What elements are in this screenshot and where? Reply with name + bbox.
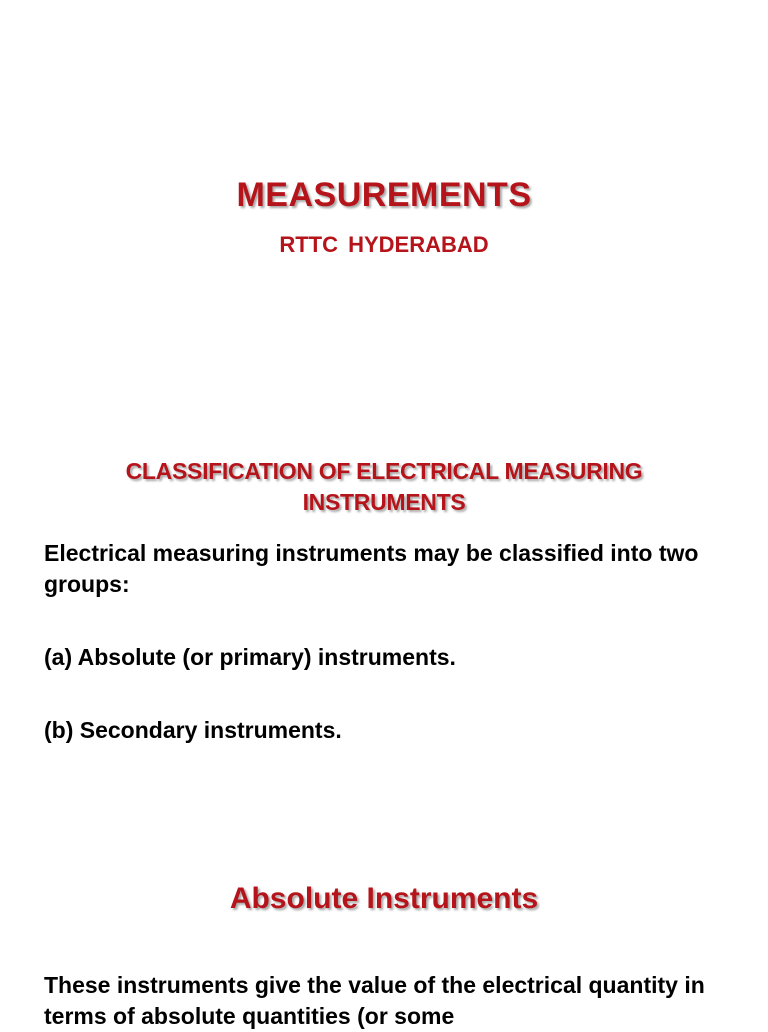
section-heading: CLASSIFICATION OF ELECTRICAL MEASURING INSTRUMENTS bbox=[125, 458, 643, 515]
absolute-instruments-heading: Absolute Instruments bbox=[229, 882, 539, 915]
list-item-b: (b) Secondary instruments. bbox=[44, 717, 342, 743]
main-title: MEASUREMENTS bbox=[236, 176, 532, 214]
subtitle: RTTC HYDERABAD bbox=[279, 232, 489, 257]
absolute-instruments-paragraph: These instruments give the value of the electrical quantity in terms of absolute quantities (or some bbox=[44, 972, 705, 1029]
intro-paragraph: Electrical measuring instruments may be classified into two groups: bbox=[44, 540, 699, 597]
list-item-a: (a) Absolute (or primary) instruments. bbox=[44, 644, 456, 670]
